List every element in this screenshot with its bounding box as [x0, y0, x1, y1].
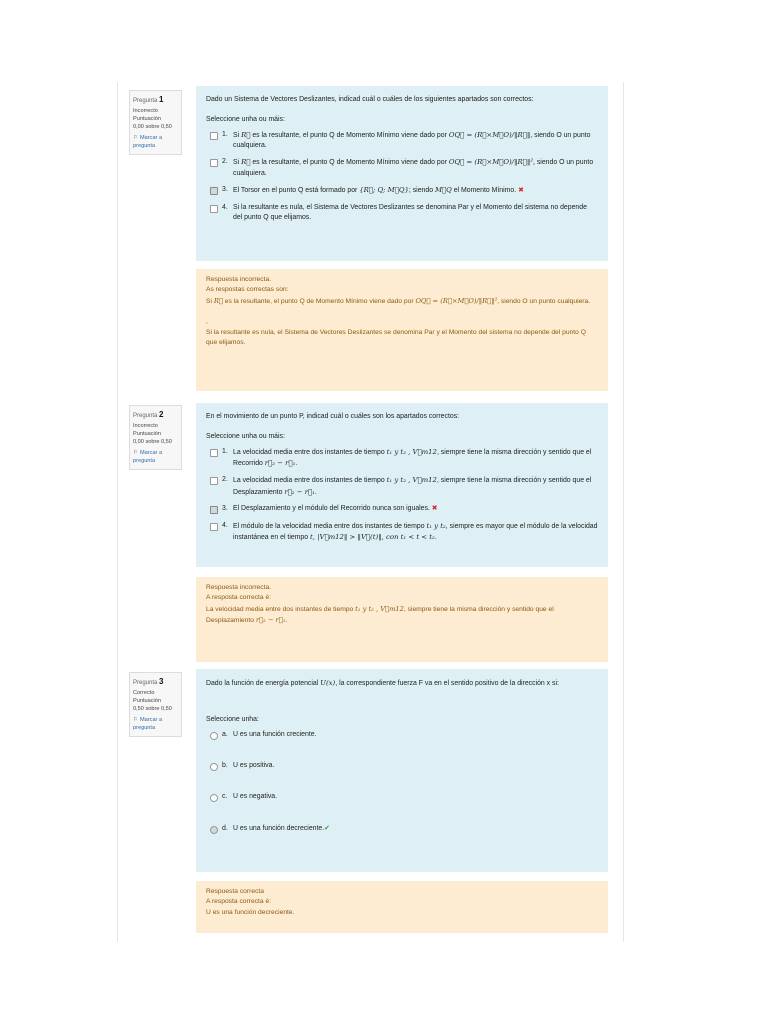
- feedback-correct-label: A resposta correcta é:: [206, 594, 272, 602]
- incorrect-icon: ✖: [431, 505, 438, 513]
- score-value: 0,00 sobre 0,50: [133, 123, 172, 130]
- answer-option[interactable]: 4. El módulo de la velocidad media entre dos instantes de tiempo t₁ y t₂, siempre es mayor que el módulo de la velocidad instantánea en el tiempo t, |V⃗m12‖ > ‖V⃗(t)‖, con t₁ < t < t₂.: [210, 521, 598, 544]
- feedback-correct-label: As respostas correctas son:: [206, 286, 289, 294]
- question-state: Incorrecto: [133, 107, 158, 114]
- flag-question-link[interactable]: ⚐ Marcar a pregunta: [133, 450, 163, 465]
- flag-icon: ⚐: [133, 135, 139, 142]
- answer-option[interactable]: 1. Si R⃗ es la resultante, el punto Q de Momento Mínimo viene dado por OQ⃗ = (R⃗×M⃗O)/‖R⃗‖, siendo O un punto cualquiera.: [210, 130, 598, 152]
- question-box-2: [196, 403, 608, 567]
- checkbox-checked[interactable]: [210, 506, 218, 514]
- question-number: Pregunta 3: [133, 677, 164, 686]
- feedback-box-3: [196, 881, 608, 933]
- question-box-1: [196, 86, 608, 261]
- select-label: Seleccione unha:: [206, 716, 259, 724]
- question-number: Pregunta 1: [133, 95, 164, 104]
- answer-option[interactable]: 2. Si R⃗ es la resultante, el punto Q de Momento Mínimo viene dado por OQ⃗ = (R⃗×M⃗O)/‖R⃗‖², siendo O un punto cualquiera.: [210, 157, 598, 179]
- answer-option[interactable]: 3. El Desplazamiento y el módulo del Recorrido nunca son iguales. ✖: [210, 504, 598, 514]
- score-label: Puntuación: [133, 430, 161, 437]
- feedback-box-1: [196, 269, 608, 391]
- checkbox[interactable]: [210, 449, 218, 457]
- feedback-answer: Si la resultante es nula, el Sistema de Vectores Deslizantes se denomina Par y el Momento del sistema no depende del punto Q que elijamos.: [206, 328, 586, 346]
- answer-option[interactable]: 1. La velocidad media entre dos instantes de tiempo t₁ y t₂ , V⃗m12, siempre tiene la misma dirección y sentido que el Recorrido r⃗₂ − r⃗₁.: [210, 447, 598, 470]
- feedback-answer: U es una función decreciente.: [206, 908, 295, 916]
- feedback-head: Respuesta correcta: [206, 888, 264, 895]
- feedback-head: Respuesta incorrecta.: [206, 584, 272, 591]
- question-prompt: En el movimiento de un punto P, indicad cuál o cuáles son los apartados correctos:: [206, 413, 460, 420]
- correct-icon: ✔: [324, 824, 330, 832]
- answer-option[interactable]: 3. El Torsor en el punto Q está formado por {R⃗; Q; M⃗Q}; siendo M⃗Q el Momento Mínimo. ✖: [210, 185, 598, 196]
- question-info-1: [129, 90, 182, 155]
- answer-option[interactable]: b. U es positiva.: [210, 761, 598, 771]
- select-label: Seleccione unha ou máis:: [206, 433, 285, 441]
- score-value: 0,00 sobre 0,50: [133, 438, 172, 445]
- answer-option[interactable]: 4. Si la resultante es nula, el Sistema de Vectores Deslizantes se denomina Par y el Momento del sistema no depende del punto Q que elijamos.: [210, 203, 598, 224]
- question-prompt: Dado un Sistema de Vectores Deslizantes, indicad cuál o cuáles de los siguientes apartados son correctos:: [206, 96, 534, 103]
- question-info-2: [129, 405, 182, 470]
- feedback-answer: Si R⃗ es la resultante, el punto Q de Momento Mínimo viene dado por OQ⃗ = (R⃗×M⃗O)/‖R⃗‖², siendo O un punto cualquiera.: [206, 296, 591, 305]
- question-box-3: [196, 669, 608, 872]
- flag-question-link[interactable]: ⚐ Marcar a pregunta: [133, 135, 163, 150]
- answer-option[interactable]: d. U es una función decreciente.✔: [210, 824, 598, 834]
- feedback-separator: ,: [206, 318, 208, 326]
- flag-question-link[interactable]: ⚐ Marcar a pregunta: [133, 717, 163, 732]
- radio-button[interactable]: [210, 794, 218, 802]
- feedback-correct-label: A resposta correcta é:: [206, 898, 272, 906]
- feedback-answer: La velocidad media entre dos instantes de tiempo t₁ y t₂ , V⃗m12, siempre tiene la misma dirección y sentido que el Desplazamiento r⃗₂ − r⃗₁.: [206, 604, 554, 625]
- question-state: Correcto: [133, 689, 155, 696]
- checkbox[interactable]: [210, 477, 218, 485]
- radio-button[interactable]: [210, 763, 218, 771]
- checkbox[interactable]: [210, 205, 218, 213]
- checkbox[interactable]: [210, 523, 218, 531]
- select-label: Seleccione unha ou máis:: [206, 116, 285, 124]
- score-value: 0,50 sobre 0,50: [133, 705, 172, 712]
- feedback-head: Respuesta incorrecta.: [206, 276, 272, 283]
- question-number: Pregunta 2: [133, 410, 164, 419]
- checkbox[interactable]: [210, 159, 218, 167]
- answer-option[interactable]: c. U es negativa.: [210, 792, 598, 802]
- answer-option[interactable]: 2. La velocidad media entre dos instantes de tiempo t₁ y t₂ , V⃗m12, siempre tiene la misma dirección y sentido que el Desplazamiento r⃗₂ − r⃗₁.: [210, 475, 598, 498]
- question-prompt: Dado la función de energía potencial U(x), la correspondiente fuerza F va en el sentido positivo de la dirección x si:: [206, 679, 559, 687]
- feedback-box-2: [196, 577, 608, 662]
- radio-button[interactable]: [210, 732, 218, 740]
- checkbox[interactable]: [210, 132, 218, 140]
- question-state: Incorrecto: [133, 422, 158, 429]
- radio-button-checked[interactable]: [210, 826, 218, 834]
- question-info-3: [129, 672, 182, 737]
- flag-icon: ⚐: [133, 717, 139, 724]
- checkbox-checked[interactable]: [210, 187, 218, 195]
- score-label: Puntuación: [133, 697, 161, 704]
- flag-icon: ⚐: [133, 450, 139, 457]
- answer-option[interactable]: a. U es una función creciente.: [210, 730, 598, 740]
- incorrect-icon: ✖: [518, 187, 524, 195]
- score-label: Puntuación: [133, 115, 161, 122]
